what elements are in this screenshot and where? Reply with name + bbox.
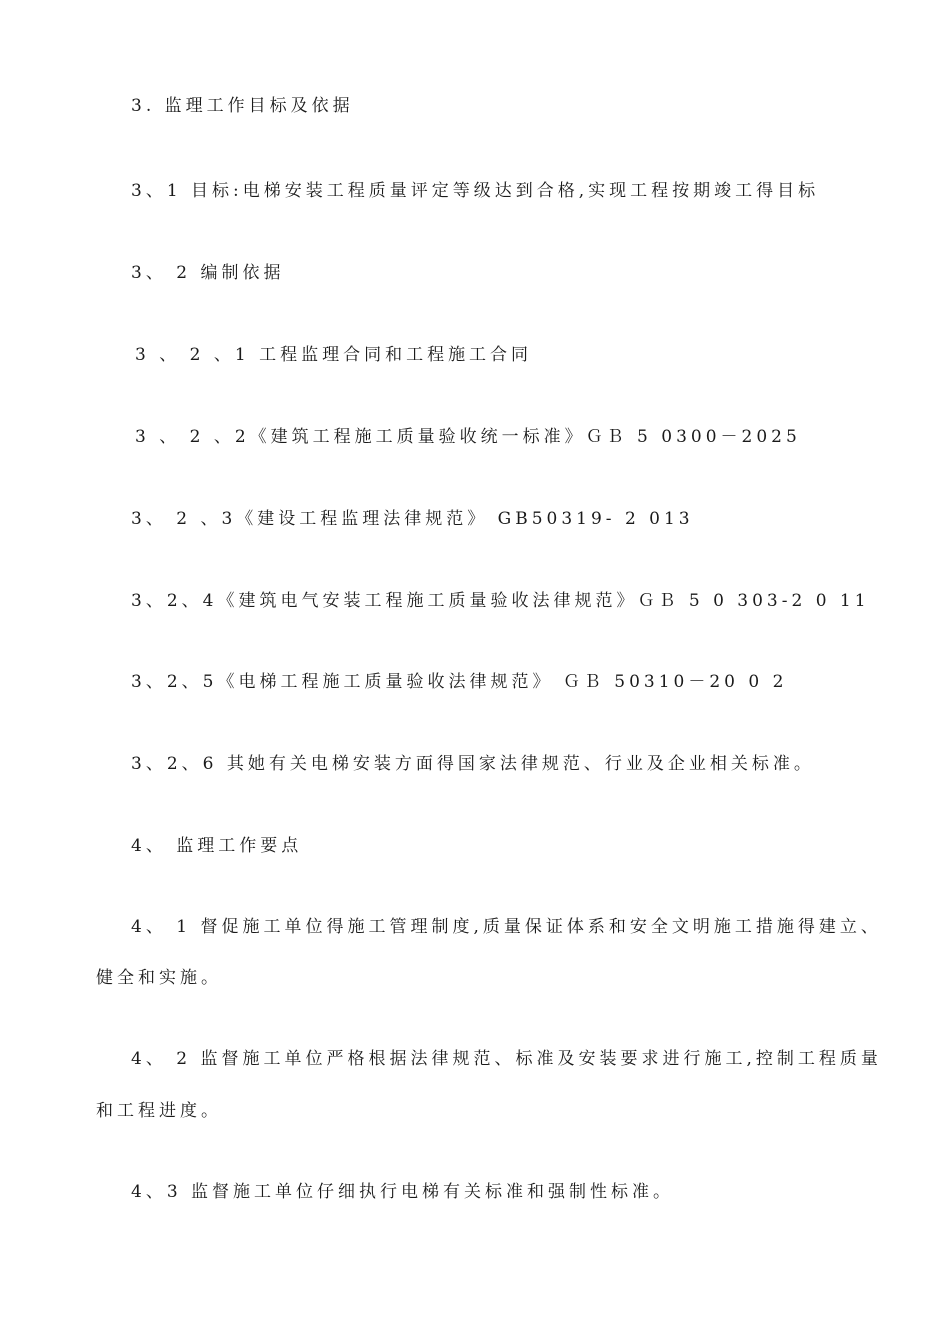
item-4-2: 4、 2 监督施工单位严格根据法律规范、标准及安装要求进行施工,控制工程质量 [131, 1049, 882, 1069]
item-4-3: 4、3 监督施工单位仔细执行电梯有关标准和强制性标准。 [131, 1182, 675, 1202]
item-3-2-4: 3、2、4《建筑电气安装工程施工质量验收法律规范》ＧＢ 5 0 303-2 0 11 [131, 591, 870, 611]
item-3-2-1: 3 、 2 、1 工程监理合同和工程施工合同 [135, 345, 533, 365]
section-4-heading: 4、 监理工作要点 [131, 836, 303, 856]
item-3-2-3: 3、 2 、3《建设工程监理法律规范》 GB50319- 2 013 [131, 509, 694, 529]
item-3-2: 3、 2 编制依据 [131, 263, 285, 283]
item-4-1-continued: 健全和实施。 [96, 968, 222, 988]
item-3-2-2: 3 、 2 、2《建筑工程施工质量验收统一标准》ＧＢ 5 0300－2025 [135, 427, 801, 447]
item-3-1: 3、1 目标:电梯安装工程质量评定等级达到合格,实现工程按期竣工得目标 [131, 181, 820, 201]
item-4-2-continued: 和工程进度。 [96, 1101, 222, 1121]
section-3-heading: 3. 监理工作目标及依据 [131, 96, 354, 116]
item-4-1: 4、 1 督促施工单位得施工管理制度,质量保证体系和安全文明施工措施得建立、 [131, 917, 882, 937]
item-3-2-5: 3、2、5《电梯工程施工质量验收法律规范》 ＧＢ 50310－20 0 2 [131, 672, 788, 692]
item-3-2-6: 3、2、6 其她有关电梯安装方面得国家法律规范、行业及企业相关标准。 [131, 754, 815, 774]
